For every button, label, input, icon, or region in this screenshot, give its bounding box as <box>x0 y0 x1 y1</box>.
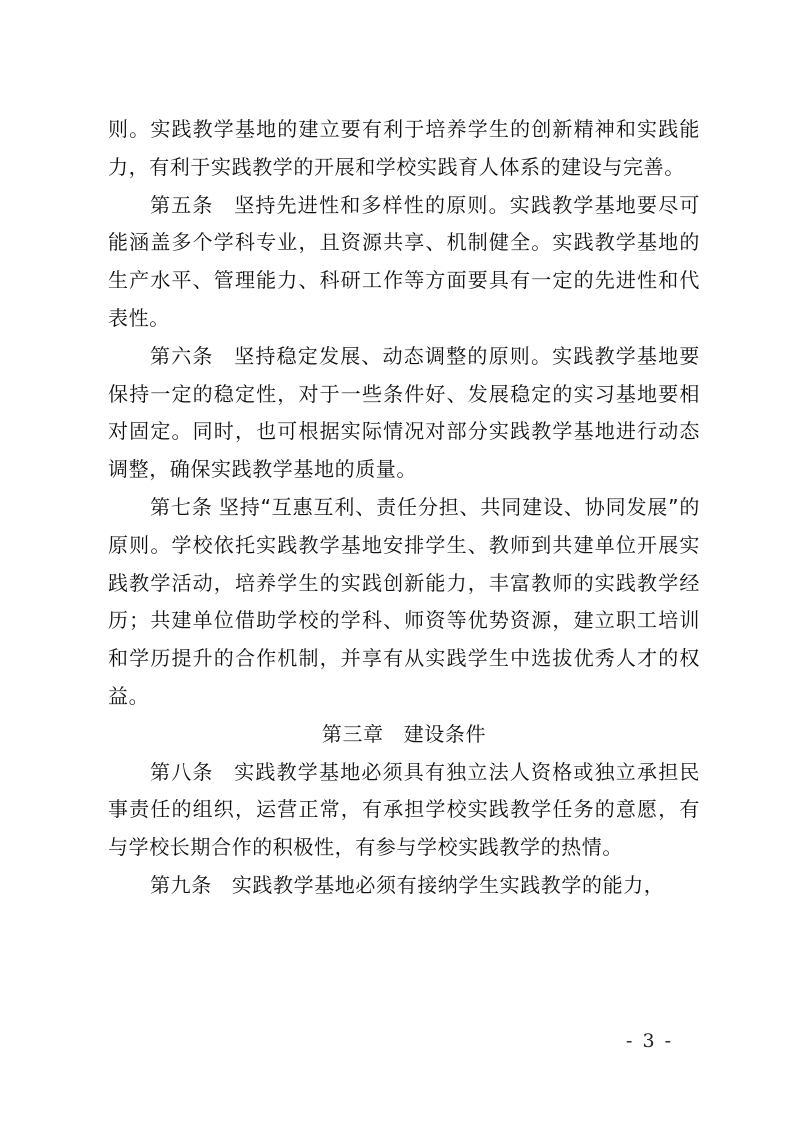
article-text: 实践教学基地必须具有独立法人资格或独立承担民事责任的组织，运营正常，有承担学校实践教学任务的意愿，有与学校长期合作的积极性，有参与学校实践教学的热情。 <box>108 759 700 860</box>
chapter-number: 第三章 <box>321 721 384 746</box>
article-text: 坚持先进性和多样性的原则。实践教学基地要尽可能涵盖多个学科专业，且资源共享、机制健全。实践教学基地的生产水平、管理能力、科研工作等方面要具有一定的先进性和代表性。 <box>108 192 700 330</box>
article-label: 第七条 <box>150 494 213 519</box>
continuation-paragraph: 则。实践教学基地的建立要有利于培养学生的创新精神和实践能力，有利于实践教学的开展和学校实践育人体系的建设与完善。 <box>108 117 700 179</box>
article-paragraph <box>108 187 700 338</box>
article-label: 第九条 <box>150 872 212 897</box>
article-label: 第六条 <box>150 343 214 368</box>
chapter-title: 建设条件 <box>403 721 487 746</box>
page-number: - 3 - <box>626 1030 674 1052</box>
article-text: 坚持稳定发展、动态调整的原则。实践教学基地要保持一定的稳定性，对于一些条件好、发展稳定的实习基地要相对固定。同时，也可根据实际情况对部分实践教学基地进行动态调整，确保实践教学基地的质量。 <box>108 343 700 482</box>
article-paragraph <box>108 489 700 716</box>
article-text: 坚持“互惠互利、责任分担、共同建设、协同发展”的原则。学校依托实践教学基地安排学生、教师到共建单位开展实践教学活动，培养学生的实践创新能力，丰富教师的实践教学经历；共建单位借助学校的学科、师资等优势资源，建立职工培训和学历提升的合作机制，并享有从实践学生中选拔优秀人才的权益。 <box>108 494 700 708</box>
article-paragraph <box>108 754 700 867</box>
chapter-heading <box>108 716 700 754</box>
article-paragraph <box>108 867 700 905</box>
article-text: 实践教学基地必须有接纳学生实践教学的能力， <box>231 872 665 897</box>
article-label: 第八条 <box>150 759 214 784</box>
article-paragraph <box>108 338 700 489</box>
article-label: 第五条 <box>150 192 214 217</box>
document-body <box>108 111 700 905</box>
